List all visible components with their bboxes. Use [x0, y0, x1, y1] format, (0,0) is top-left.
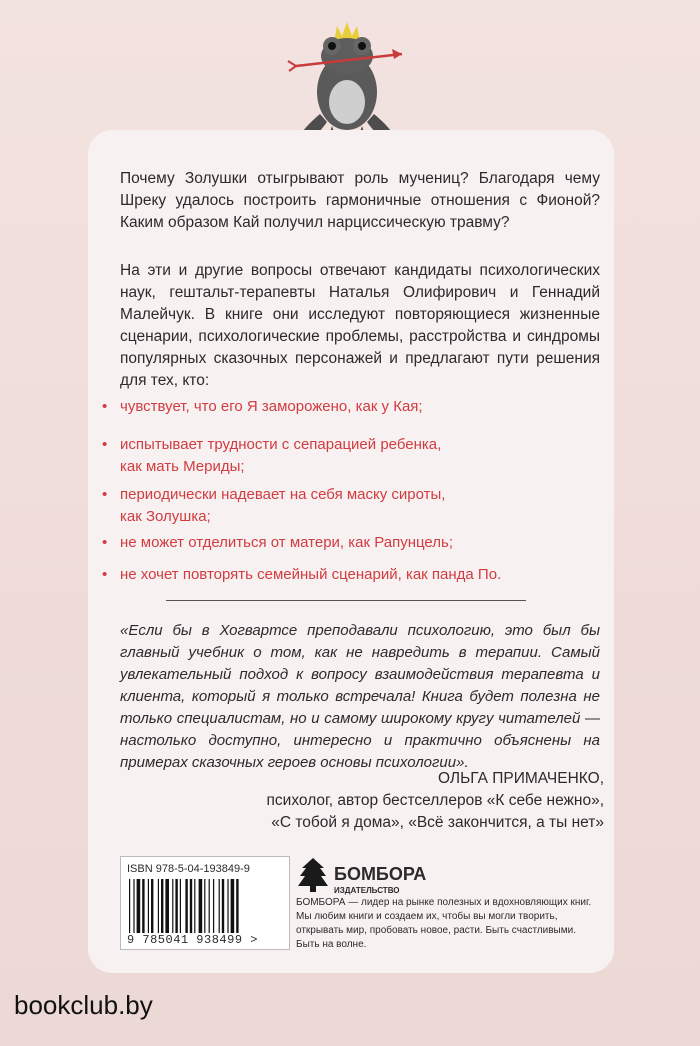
- bullet-text: не может отделиться от матери, как Рапунцель;: [120, 534, 453, 551]
- bullet-marker: •: [102, 398, 108, 415]
- barcode-bar: [151, 879, 153, 933]
- barcode-bar: [213, 879, 214, 933]
- barcode-bar: [199, 879, 203, 933]
- barcode-bar: [222, 879, 224, 933]
- barcode-bar: [161, 879, 163, 933]
- barcode-bar: [175, 879, 177, 933]
- bullet-marker: •: [102, 566, 108, 583]
- frog-prince-illustration: [282, 14, 412, 149]
- bullet-text: чувствует, что его Я заморожено, как у Кая;: [120, 398, 423, 415]
- barcode-bar: [194, 879, 195, 933]
- intro-paragraph: Почему Золушки отыгрывают роль мучениц? Благодаря чему Шреку удалось построить гармоничные отношения с Фионой? Каким образом Кай получил нарциссическую травму?: [120, 170, 600, 231]
- barcode-bar: [204, 879, 205, 933]
- publisher-subtitle: ИЗДАТЕЛЬСТВО: [334, 886, 400, 895]
- bullet-marker: •: [102, 436, 108, 453]
- barcode-bar: [190, 879, 192, 933]
- barcode-bar: [231, 879, 235, 933]
- barcode-bar: [219, 879, 220, 933]
- publisher-logo: [296, 856, 427, 899]
- barcode-bar: [185, 879, 187, 933]
- barcode-bar: [137, 879, 141, 933]
- bullet-marker: •: [102, 534, 108, 551]
- barcode: [127, 879, 283, 933]
- bullet-text: испытывает трудности с сепарацией ребенка,: [120, 436, 442, 453]
- barcode-bar: [129, 879, 130, 933]
- barcode-bar: [165, 879, 169, 933]
- barcode-bar: [236, 879, 238, 933]
- isbn-label: ISBN 978-5-04-193849-9: [127, 863, 250, 875]
- barcode-bar: [209, 879, 210, 933]
- bullet-text: не хочет повторять семейный сценарий, как панда По.: [120, 566, 502, 583]
- barcode-bar: [133, 879, 134, 933]
- watermark: bookclub.by: [14, 990, 153, 1020]
- barcode-bar: [148, 879, 149, 933]
- review-quote: «Если бы в Хогвартсе преподавали психологию, это был бы главный учебник о том, как не навредить в терапии. Самый увлекательный подход к вопросу взаимодействия терапевта и клиента, который я только встречала! Книга будет полезна не только специалистам, но и самому широкому кругу читателей — настолько доступно, интересно и практично объяснены на примерах сказочных героев основы психологии».: [120, 622, 600, 771]
- barcode-bar: [158, 879, 159, 933]
- review-author: [267, 768, 604, 834]
- bullet-text-continued: как Золушка;: [120, 508, 211, 525]
- publisher-description: БОМБОРА — лидер на рынке полезных и вдохновляющих книг. Мы любим книги и создаем их, чтобы вы могли творить, открывать мир, пробовать новое, расти. Быть счастливыми. Быть на волне.: [296, 897, 592, 950]
- author-name: ОЛЬГА ПРИМАЧЕНКО,: [438, 770, 604, 787]
- author-credentials-continued: «С тобой я дома», «Всё закончится, а ты нет»: [271, 814, 604, 831]
- divider: [166, 600, 526, 601]
- bullet-text: периодически надевает на себя маску сироты,: [120, 486, 446, 503]
- barcode-bar: [172, 879, 173, 933]
- publisher-logo-icon: [296, 856, 330, 894]
- barcode-bar: [227, 879, 228, 933]
- bullet-text-continued: как мать Мериды;: [120, 458, 245, 475]
- publisher-name: БОМБОРА: [334, 864, 427, 884]
- barcode-bar: [142, 879, 144, 933]
- body-paragraph: На эти и другие вопросы отвечают кандидаты психологических наук, гештальт-терапевты Наталья Олифирович и Геннадий Малейчук. В книге они исследуют повторяющиеся жизненные сценарии, психологические проблемы, расстройства и синдромы популярных сказочных персонажей и предлагают пути решения для тех, кто:: [120, 262, 600, 389]
- bullet-marker: •: [102, 486, 108, 503]
- author-credentials: психолог, автор бестселлеров «К себе нежно»,: [266, 792, 604, 809]
- barcode-bar: [180, 879, 181, 933]
- isbn-number: 9 785041 938499 >: [127, 933, 258, 947]
- isbn-barcode-box: [120, 856, 290, 950]
